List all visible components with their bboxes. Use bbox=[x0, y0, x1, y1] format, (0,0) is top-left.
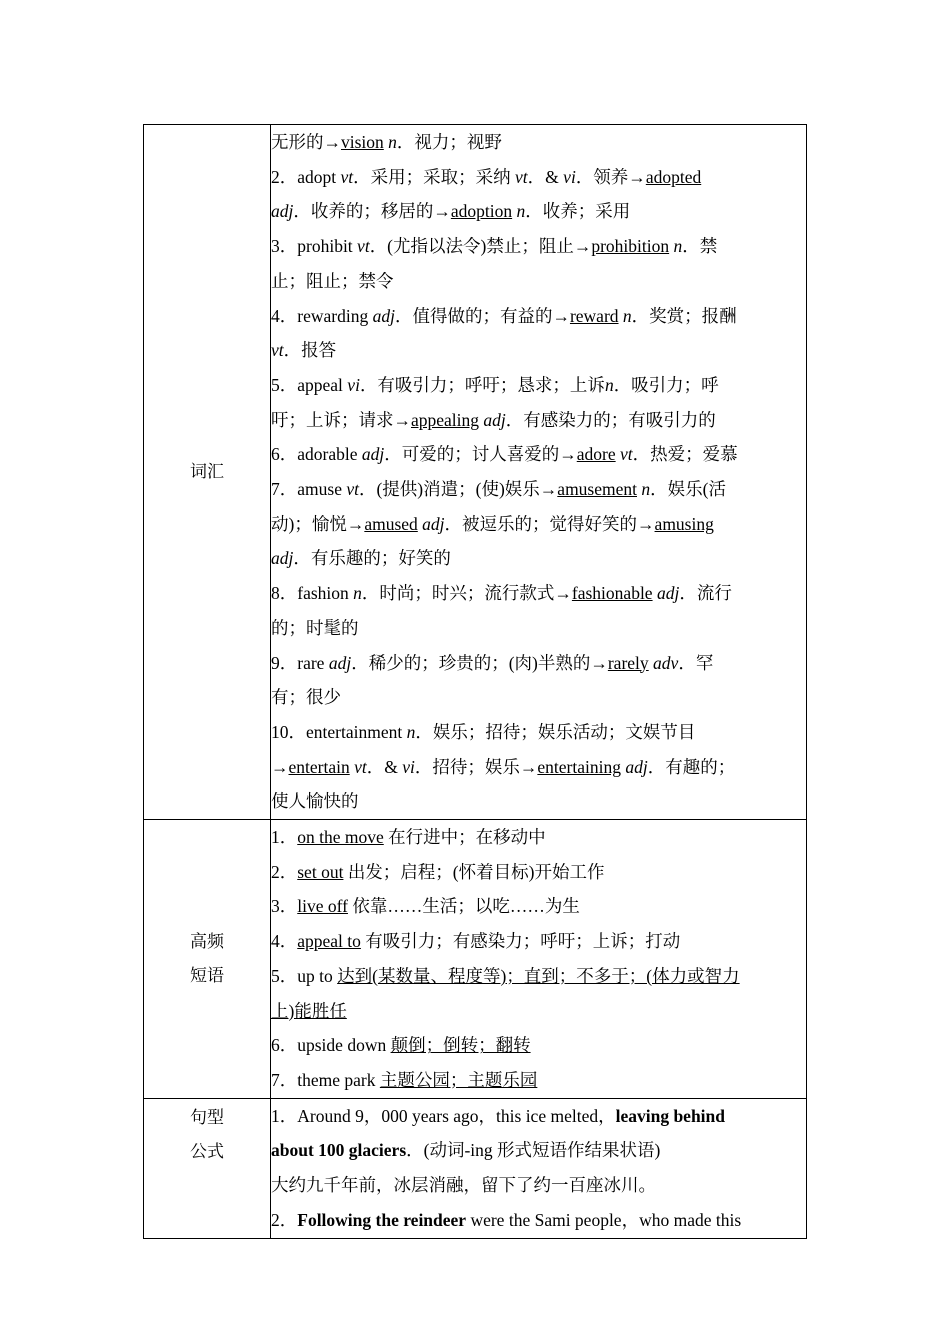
phrase-line: 上)能胜任 bbox=[271, 1000, 347, 1021]
phrase-row bbox=[144, 820, 807, 1099]
vocab-line: vt．报答 bbox=[271, 340, 337, 361]
pattern-label: 句型 公式 bbox=[144, 1098, 271, 1238]
pattern-row bbox=[144, 1098, 807, 1238]
vocab-line: 7．amuse vt．(提供)消遣；(使)娱乐→amusement n．娱乐(活 bbox=[271, 479, 726, 500]
vocab-line: 无形的→vision n．视力；视野 bbox=[271, 132, 502, 152]
pattern-line: about 100 glaciers．(动词-ing 形式短语作结果状语) bbox=[271, 1140, 661, 1161]
vocab-line: adj．收养的；移居的→adoption n．收养；采用 bbox=[271, 201, 631, 222]
phrase-line: 4．appeal to 有吸引力；有感染力；呼吁；上诉；打动 bbox=[271, 931, 681, 952]
pattern-line: 大约九千年前，冰层消融，留下了约一百座冰川。 bbox=[271, 1175, 656, 1196]
vocab-row bbox=[144, 125, 807, 820]
vocab-line: →entertain vt．& vi．招待；娱乐→entertaining adj．有趣的； bbox=[271, 756, 736, 777]
pattern-line: 1．Around 9，000 years ago，this ice melted，leaving behind bbox=[271, 1105, 726, 1126]
vocab-line: 4．rewarding adj．值得做的；有益的→reward n．奖赏；报酬 bbox=[271, 305, 737, 326]
vocab-line: 的；时髦的 bbox=[271, 617, 359, 638]
vocabulary-table bbox=[143, 124, 807, 1239]
vocab-line: 止；阻止；禁令 bbox=[271, 270, 394, 291]
pattern-cell bbox=[271, 1098, 807, 1238]
vocab-cell bbox=[271, 125, 807, 820]
phrase-line: 7．theme park 主题公园；主题乐园 bbox=[271, 1069, 538, 1090]
vocab-line: 10．entertainment n．娱乐；招待；娱乐活动；文娱节目 bbox=[271, 721, 696, 742]
vocab-line: 5．appeal vi．有吸引力；呼吁；恳求；上诉n．吸引力；呼 bbox=[271, 374, 719, 395]
phrase-cell bbox=[271, 820, 807, 1099]
vocab-line: 8．fashion n．时尚；时兴；流行款式→fashionable adj．流行 bbox=[271, 583, 732, 604]
phrase-line: 5．up to 达到(某数量、程度等)；直到；不多于；(体力或智力 bbox=[271, 965, 740, 986]
phrase-line: 2．set out 出发；启程；(怀着目标)开始工作 bbox=[271, 861, 605, 882]
vocab-line: 有；很少 bbox=[271, 687, 341, 708]
vocab-line: 6．adorable adj．可爱的；讨人喜爱的→adore vt．热爱；爱慕 bbox=[271, 444, 738, 465]
phrase-line: 6．upside down 颠倒；倒转；翻转 bbox=[271, 1035, 531, 1056]
vocab-line: 3．prohibit vt．(尤指以法令)禁止；阻止→prohibition n．禁 bbox=[271, 236, 718, 257]
vocab-line: 吁；上诉；请求→appealing adj．有感染力的；有吸引力的 bbox=[271, 409, 716, 430]
pattern-line: 2．Following the reindeer were the Sami people，who made this bbox=[271, 1209, 742, 1230]
vocab-line: adj．有乐趣的；好笑的 bbox=[271, 548, 451, 569]
vocab-line: 使人愉快的 bbox=[271, 791, 359, 812]
vocab-label: 词汇 bbox=[144, 125, 271, 820]
vocab-line: 动)；愉悦→amused adj．被逗乐的；觉得好笑的→amusing bbox=[271, 513, 714, 534]
vocab-line: 2．adopt vt．采用；采取；采纳 vt．& vi．领养→adopted bbox=[271, 166, 702, 187]
vocab-line: 9．rare adj．稀少的；珍贵的；(肉)半熟的→rarely adv．罕 bbox=[271, 652, 714, 673]
phrase-label: 高频 短语 bbox=[144, 820, 271, 1099]
phrase-line: 1．on the move 在行进中；在移动中 bbox=[271, 827, 546, 848]
phrase-line: 3．live off 依靠……生活；以吃……为生 bbox=[271, 896, 580, 917]
